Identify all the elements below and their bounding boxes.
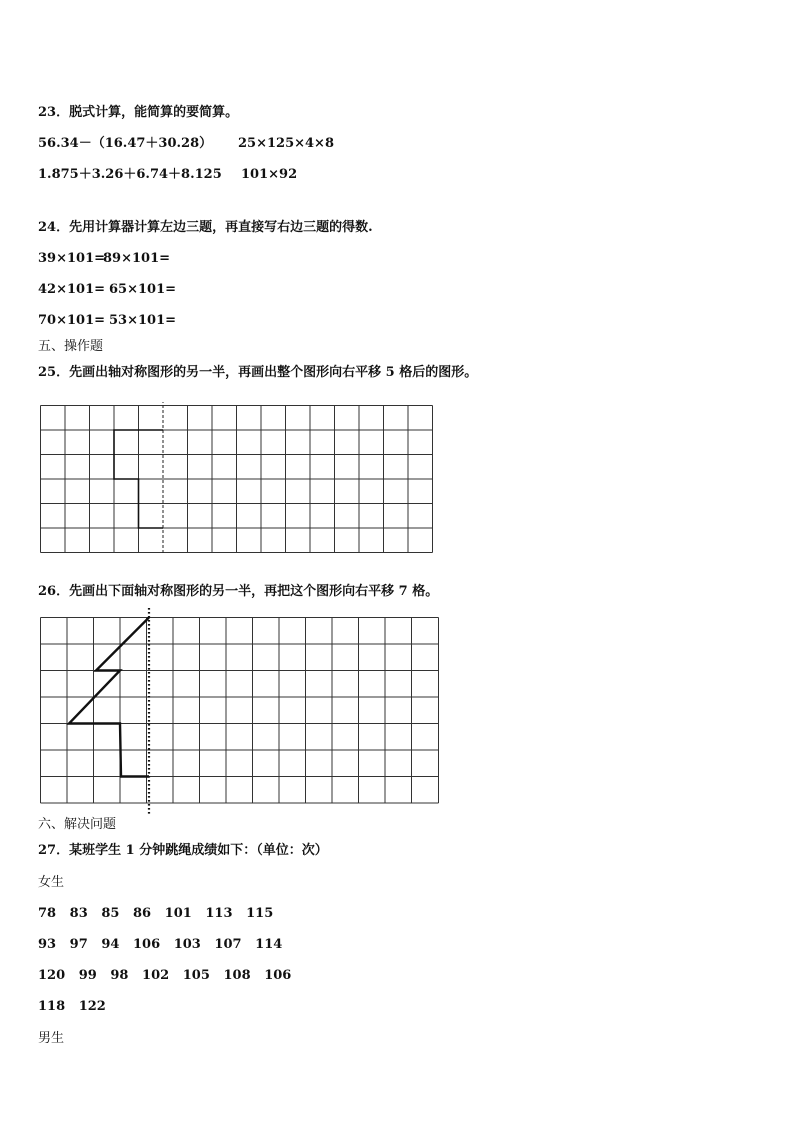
section-5-heading: 五、操作题 bbox=[38, 339, 104, 354]
q23-expr-4: 101×92 bbox=[241, 167, 298, 182]
q23-expr-1: 56.34－（16.47＋30.28） bbox=[38, 136, 213, 151]
q24-right-2: 65×101= bbox=[109, 282, 177, 297]
q24-right-3: 53×101= bbox=[109, 313, 177, 328]
q25-grid bbox=[38, 402, 434, 554]
q26-grid bbox=[38, 606, 442, 816]
q27-girls-row-2: 93 97 94 106 103 107 114 bbox=[38, 937, 283, 952]
q27-girls-label: 女生 bbox=[38, 875, 65, 890]
q27-title: 27．某班学生 1 分钟跳绳成绩如下：（单位：次） bbox=[38, 843, 328, 858]
q24-left-1: 39×101= bbox=[38, 251, 106, 266]
section-6-heading: 六、解决问题 bbox=[38, 817, 117, 832]
q27-girls-row-3: 120 99 98 102 105 108 106 bbox=[38, 968, 292, 983]
q23-expr-2: 25×125×4×8 bbox=[238, 136, 334, 151]
q24-left-3: 70×101= bbox=[38, 313, 106, 328]
q27-girls-row-1: 78 83 85 86 101 113 115 bbox=[38, 906, 274, 921]
q26-title: 26．先画出下面轴对称图形的另一半，再把这个图形向右平移 7 格。 bbox=[38, 584, 439, 599]
q24-title: 24．先用计算器计算左边三题，再直接写右边三题的得数. bbox=[38, 220, 373, 235]
q27-boys-label: 男生 bbox=[38, 1031, 65, 1046]
q24-right-1: 89×101= bbox=[103, 251, 171, 266]
q23-expr-3: 1.875＋3.26＋6.74＋8.125 bbox=[38, 167, 222, 182]
q27-girls-row-4: 118 122 bbox=[38, 999, 106, 1014]
q25-title: 25．先画出轴对称图形的另一半，再画出整个图形向右平移 5 格后的图形。 bbox=[38, 365, 478, 380]
q23-title: 23．脱式计算，能简算的要简算。 bbox=[38, 105, 239, 120]
q24-left-2: 42×101= bbox=[38, 282, 106, 297]
